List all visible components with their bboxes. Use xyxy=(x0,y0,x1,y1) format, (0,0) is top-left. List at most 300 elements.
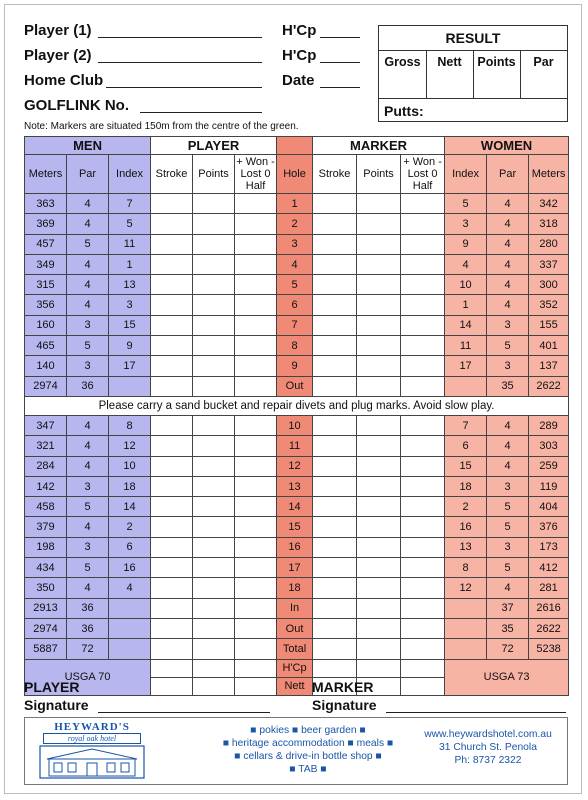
player-wonlost-cell[interactable] xyxy=(235,476,277,496)
marker-wonlost-cell[interactable] xyxy=(401,578,445,598)
men-meters: 160 xyxy=(25,315,67,335)
notice-row xyxy=(25,396,569,415)
men-meters: 350 xyxy=(25,578,67,598)
date-field[interactable] xyxy=(320,87,360,88)
markers-note: Note: Markers are situated 150m from the centre of the green. xyxy=(24,121,299,132)
feature-beer-garden: beer garden xyxy=(301,725,357,736)
women-par: 3 xyxy=(487,356,529,376)
marker-hcp-stroke[interactable] xyxy=(313,659,357,677)
marker-wonlost-cell[interactable] xyxy=(401,598,445,618)
hcp2-label: H'Cp xyxy=(282,47,317,64)
women-index: 10 xyxy=(445,275,487,295)
men-meters-header: Meters xyxy=(25,155,67,194)
player-wonlost-cell[interactable] xyxy=(235,497,277,517)
women-index: 7 xyxy=(445,415,487,435)
women-index-header: Index xyxy=(445,155,487,194)
hotel-phone: Ph: 8737 2322 xyxy=(454,755,522,766)
player-wonlost-cell[interactable] xyxy=(235,315,277,335)
men-par: 3 xyxy=(67,315,109,335)
player-wonlost-cell[interactable] xyxy=(235,336,277,356)
marker-stroke-cell[interactable] xyxy=(313,295,357,315)
marker-wonlost-cell[interactable] xyxy=(401,315,445,335)
player-stroke-cell[interactable] xyxy=(151,295,193,315)
table-row xyxy=(25,558,569,578)
women-par: 5 xyxy=(487,558,529,578)
player-stroke-cell[interactable] xyxy=(151,315,193,335)
player-wonlost-cell[interactable] xyxy=(235,618,277,638)
player-wonlost-cell[interactable] xyxy=(235,194,277,214)
player-points-cell[interactable] xyxy=(193,254,235,274)
men-meters: 140 xyxy=(25,356,67,376)
player-wonlost-header: + Won - Lost 0 Half xyxy=(236,156,275,192)
hotel-website[interactable]: www.heywardshotel.com.au xyxy=(424,729,552,740)
hole-header-blank xyxy=(277,137,313,155)
player-points-cell[interactable] xyxy=(193,194,235,214)
men-meters: 321 xyxy=(25,436,67,456)
table-row xyxy=(25,254,569,274)
hole-number: In xyxy=(277,598,313,618)
player-wonlost-cell[interactable] xyxy=(235,436,277,456)
men-par-header: Par xyxy=(67,155,109,194)
table-row xyxy=(25,234,569,254)
table-row xyxy=(25,578,569,598)
women-par: 5 xyxy=(487,336,529,356)
result-points: Points xyxy=(477,55,516,69)
marker-stroke-cell[interactable] xyxy=(313,194,357,214)
women-meters: 300 xyxy=(529,275,569,295)
player-wonlost-cell[interactable] xyxy=(235,415,277,435)
player-signature-field[interactable] xyxy=(98,712,270,713)
men-par: 3 xyxy=(67,537,109,557)
marker-stroke-cell[interactable] xyxy=(313,598,357,618)
men-par: 5 xyxy=(67,336,109,356)
marker-wonlost-cell[interactable] xyxy=(401,295,445,315)
player-wonlost-cell[interactable] xyxy=(235,214,277,234)
marker-wonlost-cell[interactable] xyxy=(401,194,445,214)
women-meters-header: Meters xyxy=(529,155,569,194)
marker-points-cell[interactable] xyxy=(357,598,401,618)
player-points-cell[interactable] xyxy=(193,578,235,598)
men-meters: 369 xyxy=(25,214,67,234)
marker-points-cell[interactable] xyxy=(357,537,401,557)
women-meters: 303 xyxy=(529,436,569,456)
date-label: Date xyxy=(282,72,315,89)
hole-number: Out xyxy=(277,376,313,396)
score-grid xyxy=(24,136,569,696)
player-points-cell[interactable] xyxy=(193,537,235,557)
marker-points-cell[interactable] xyxy=(357,639,401,659)
men-par: 3 xyxy=(67,476,109,496)
women-index: 17 xyxy=(445,356,487,376)
women-meters: 404 xyxy=(529,497,569,517)
table-row xyxy=(25,214,569,234)
marker-points-cell[interactable] xyxy=(357,436,401,456)
women-index xyxy=(445,598,487,618)
marker-stroke-cell[interactable] xyxy=(313,517,357,537)
men-par: 5 xyxy=(67,558,109,578)
women-par: 3 xyxy=(487,476,529,496)
marker-wonlost-cell[interactable] xyxy=(401,336,445,356)
women-index: 4 xyxy=(445,254,487,274)
men-par: 3 xyxy=(67,356,109,376)
marker-points-cell[interactable] xyxy=(357,376,401,396)
player-points-cell[interactable] xyxy=(193,497,235,517)
marker-wonlost-cell[interactable] xyxy=(401,415,445,435)
player-wonlost-cell[interactable] xyxy=(235,517,277,537)
hole-number: 10 xyxy=(277,415,313,435)
player-stroke-cell[interactable] xyxy=(151,436,193,456)
women-par: 4 xyxy=(487,234,529,254)
player-stroke-cell[interactable] xyxy=(151,234,193,254)
marker-wonlost-cell[interactable] xyxy=(401,618,445,638)
marker-points-cell[interactable] xyxy=(357,214,401,234)
hole-number: 16 xyxy=(277,537,313,557)
marker-wonlost-cell[interactable] xyxy=(401,356,445,376)
player-stroke-cell[interactable] xyxy=(151,558,193,578)
women-meters: 337 xyxy=(529,254,569,274)
marker-stroke-cell[interactable] xyxy=(313,315,357,335)
hole-number: 8 xyxy=(277,336,313,356)
men-index: 14 xyxy=(109,497,151,517)
player-wonlost-cell[interactable] xyxy=(235,558,277,578)
player-points-cell[interactable] xyxy=(193,476,235,496)
player-header: PLAYER xyxy=(151,137,277,155)
marker-points-cell[interactable] xyxy=(357,517,401,537)
player-stroke-cell[interactable] xyxy=(151,639,193,659)
men-par: 36 xyxy=(67,598,109,618)
men-index: 17 xyxy=(109,356,151,376)
women-index: 9 xyxy=(445,234,487,254)
marker-wonlost-cell[interactable] xyxy=(401,476,445,496)
women-index: 16 xyxy=(445,517,487,537)
feature-pokies: pokies xyxy=(259,725,290,736)
table-row xyxy=(25,376,569,396)
women-index: 3 xyxy=(445,214,487,234)
hcp1-label: H'Cp xyxy=(282,22,317,39)
marker-signature-field[interactable] xyxy=(386,712,566,713)
player-wonlost-cell[interactable] xyxy=(235,275,277,295)
women-par: 4 xyxy=(487,436,529,456)
marker-wonlost-cell[interactable] xyxy=(401,214,445,234)
marker-stroke-cell[interactable] xyxy=(313,275,357,295)
men-index: 13 xyxy=(109,275,151,295)
player-wonlost-cell[interactable] xyxy=(235,537,277,557)
marker-stroke-cell[interactable] xyxy=(313,476,357,496)
marker-points-cell[interactable] xyxy=(357,275,401,295)
hole-header: Hole xyxy=(277,155,313,194)
marker-wonlost-cell[interactable] xyxy=(401,456,445,476)
player-stroke-cell[interactable] xyxy=(151,476,193,496)
player-hcp-wonlost[interactable] xyxy=(235,659,277,677)
hcp2-field[interactable] xyxy=(320,62,360,63)
player-points-header: Points xyxy=(193,155,235,194)
hole-number: 13 xyxy=(277,476,313,496)
men-meters: 347 xyxy=(25,415,67,435)
table-row xyxy=(25,295,569,315)
marker-wonlost-cell[interactable] xyxy=(401,517,445,537)
player-nett-points[interactable] xyxy=(193,677,235,695)
player-stroke-cell[interactable] xyxy=(151,517,193,537)
player-stroke-cell[interactable] xyxy=(151,254,193,274)
hcp1-field[interactable] xyxy=(320,37,360,38)
player-nett-stroke[interactable] xyxy=(151,677,193,695)
hole-number: 17 xyxy=(277,558,313,578)
hotel-footer xyxy=(24,717,568,785)
marker-points-cell[interactable] xyxy=(357,558,401,578)
women-par: 37 xyxy=(487,598,529,618)
player1-label: Player (1) xyxy=(24,22,92,39)
men-index: 7 xyxy=(109,194,151,214)
marker-stroke-cell[interactable] xyxy=(313,578,357,598)
men-index: 2 xyxy=(109,517,151,537)
men-par: 4 xyxy=(67,194,109,214)
marker-wonlost-cell[interactable] xyxy=(401,558,445,578)
men-par: 36 xyxy=(67,618,109,638)
player-stroke-cell[interactable] xyxy=(151,336,193,356)
player-stroke-cell[interactable] xyxy=(151,415,193,435)
hotel-logo xyxy=(29,721,155,781)
player-stroke-cell[interactable] xyxy=(151,578,193,598)
player-points-cell[interactable] xyxy=(193,639,235,659)
player-wonlost-cell[interactable] xyxy=(235,356,277,376)
player-stroke-cell[interactable] xyxy=(151,537,193,557)
player-stroke-cell[interactable] xyxy=(151,456,193,476)
hole-number: 6 xyxy=(277,295,313,315)
marker-wonlost-cell[interactable] xyxy=(401,639,445,659)
men-meters: 356 xyxy=(25,295,67,315)
women-meters: 289 xyxy=(529,415,569,435)
marker-hcp-wonlost[interactable] xyxy=(401,659,445,677)
golflink-field[interactable] xyxy=(140,112,262,113)
marker-stroke-header: Stroke xyxy=(313,155,357,194)
women-par: 3 xyxy=(487,537,529,557)
women-index: 11 xyxy=(445,336,487,356)
marker-stroke-cell[interactable] xyxy=(313,356,357,376)
home-club-field[interactable] xyxy=(106,87,262,88)
marker-stroke-cell[interactable] xyxy=(313,436,357,456)
player-points-cell[interactable] xyxy=(193,376,235,396)
table-row xyxy=(25,476,569,496)
marker-wonlost-cell[interactable] xyxy=(401,376,445,396)
marker-wonlost-cell[interactable] xyxy=(401,254,445,274)
women-par: 35 xyxy=(487,618,529,638)
player-wonlost-cell[interactable] xyxy=(235,578,277,598)
marker-sig-label: MARKER xyxy=(312,679,374,695)
men-index: 1 xyxy=(109,254,151,274)
women-par: 4 xyxy=(487,275,529,295)
marker-stroke-cell[interactable] xyxy=(313,639,357,659)
marker-points-cell[interactable] xyxy=(357,456,401,476)
player-stroke-cell[interactable] xyxy=(151,356,193,376)
usga-men: USGA 70 xyxy=(25,659,151,695)
putts-label: Putts: xyxy=(384,103,424,119)
player-wonlost-cell[interactable] xyxy=(235,639,277,659)
marker-nett-wonlost[interactable] xyxy=(401,677,445,695)
player-points-cell[interactable] xyxy=(193,558,235,578)
men-index: 15 xyxy=(109,315,151,335)
women-header: WOMEN xyxy=(445,137,569,155)
player-points-cell[interactable] xyxy=(193,517,235,537)
women-par: 72 xyxy=(487,639,529,659)
marker-points-cell[interactable] xyxy=(357,578,401,598)
player-points-cell[interactable] xyxy=(193,356,235,376)
etiquette-notice: Please carry a sand bucket and repair divets and plug marks. Avoid slow play. xyxy=(25,396,569,415)
men-meters: 349 xyxy=(25,254,67,274)
player-wonlost-cell[interactable] xyxy=(235,456,277,476)
player-stroke-cell[interactable] xyxy=(151,275,193,295)
men-index: 11 xyxy=(109,234,151,254)
marker-points-cell[interactable] xyxy=(357,234,401,254)
marker-points-cell[interactable] xyxy=(357,476,401,496)
marker-points-cell[interactable] xyxy=(357,295,401,315)
marker-points-cell[interactable] xyxy=(357,336,401,356)
women-par: 4 xyxy=(487,194,529,214)
player-points-cell[interactable] xyxy=(193,415,235,435)
player-points-cell[interactable] xyxy=(193,336,235,356)
table-row xyxy=(25,137,569,155)
men-index: 8 xyxy=(109,415,151,435)
nett-row-label: Nett xyxy=(277,677,313,695)
result-title: RESULT xyxy=(445,30,501,46)
men-meters: 434 xyxy=(25,558,67,578)
men-meters: 465 xyxy=(25,336,67,356)
player-wonlost-cell[interactable] xyxy=(235,598,277,618)
men-index xyxy=(109,376,151,396)
marker-hcp-points[interactable] xyxy=(357,659,401,677)
player-wonlost-cell[interactable] xyxy=(235,295,277,315)
hole-number: Total xyxy=(277,639,313,659)
player-wonlost-cell[interactable] xyxy=(235,234,277,254)
player-hcp-points[interactable] xyxy=(193,659,235,677)
marker-stroke-cell[interactable] xyxy=(313,558,357,578)
men-par: 72 xyxy=(67,639,109,659)
player-points-cell[interactable] xyxy=(193,214,235,234)
men-meters: 5887 xyxy=(25,639,67,659)
women-par: 5 xyxy=(487,517,529,537)
golflink-label: GOLFLINK No. xyxy=(24,97,129,114)
women-index: 6 xyxy=(445,436,487,456)
men-par: 4 xyxy=(67,415,109,435)
player-stroke-cell[interactable] xyxy=(151,194,193,214)
marker-points-cell[interactable] xyxy=(357,497,401,517)
player-hcp-stroke[interactable] xyxy=(151,659,193,677)
player-points-cell[interactable] xyxy=(193,275,235,295)
table-row xyxy=(25,415,569,435)
women-par: 35 xyxy=(487,376,529,396)
marker-stroke-cell[interactable] xyxy=(313,376,357,396)
feature-tab: TAB xyxy=(298,764,318,775)
hole-number: 12 xyxy=(277,456,313,476)
player-points-cell[interactable] xyxy=(193,295,235,315)
women-meters: 2622 xyxy=(529,618,569,638)
marker-wonlost-cell[interactable] xyxy=(401,234,445,254)
marker-points-cell[interactable] xyxy=(357,356,401,376)
men-meters: 198 xyxy=(25,537,67,557)
table-row xyxy=(25,336,569,356)
player-points-cell[interactable] xyxy=(193,456,235,476)
hole-number: Out xyxy=(277,618,313,638)
table-row xyxy=(25,639,569,659)
men-par: 4 xyxy=(67,436,109,456)
marker-stroke-cell[interactable] xyxy=(313,618,357,638)
player-points-cell[interactable] xyxy=(193,618,235,638)
marker-points-cell[interactable] xyxy=(357,254,401,274)
player-stroke-cell[interactable] xyxy=(151,497,193,517)
table-row xyxy=(25,194,569,214)
marker-points-cell[interactable] xyxy=(357,194,401,214)
marker-stroke-cell[interactable] xyxy=(313,214,357,234)
player-stroke-cell[interactable] xyxy=(151,598,193,618)
table-row xyxy=(25,275,569,295)
player-points-cell[interactable] xyxy=(193,436,235,456)
marker-stroke-cell[interactable] xyxy=(313,497,357,517)
hole-number: 7 xyxy=(277,315,313,335)
player-stroke-cell[interactable] xyxy=(151,376,193,396)
table-row xyxy=(25,598,569,618)
result-box xyxy=(378,25,568,122)
marker-points-cell[interactable] xyxy=(357,415,401,435)
men-par: 4 xyxy=(67,295,109,315)
feature-cellars: cellars & drive-in bottle shop xyxy=(243,751,373,762)
marker-stroke-cell[interactable] xyxy=(313,234,357,254)
player-wonlost-cell[interactable] xyxy=(235,376,277,396)
women-meters: 352 xyxy=(529,295,569,315)
hole-number: 14 xyxy=(277,497,313,517)
marker-stroke-cell[interactable] xyxy=(313,415,357,435)
player-sig-word: Signature xyxy=(24,697,89,713)
women-meters: 173 xyxy=(529,537,569,557)
marker-wonlost-cell[interactable] xyxy=(401,275,445,295)
marker-stroke-cell[interactable] xyxy=(313,537,357,557)
player-points-cell[interactable] xyxy=(193,315,235,335)
feature-meals: meals xyxy=(356,738,385,749)
marker-points-cell[interactable] xyxy=(357,618,401,638)
hotel-address: 31 Church St. Penola xyxy=(439,742,537,753)
player2-field[interactable] xyxy=(98,62,262,63)
women-par: 4 xyxy=(487,415,529,435)
hole-number: 3 xyxy=(277,234,313,254)
hole-number: 4 xyxy=(277,254,313,274)
men-par: 4 xyxy=(67,214,109,234)
player-stroke-cell[interactable] xyxy=(151,618,193,638)
marker-stroke-cell[interactable] xyxy=(313,254,357,274)
marker-wonlost-cell[interactable] xyxy=(401,436,445,456)
marker-stroke-cell[interactable] xyxy=(313,336,357,356)
player-nett-wonlost[interactable] xyxy=(235,677,277,695)
home-club-label: Home Club xyxy=(24,72,104,89)
marker-wonlost-cell[interactable] xyxy=(401,497,445,517)
player-points-cell[interactable] xyxy=(193,598,235,618)
marker-stroke-cell[interactable] xyxy=(313,456,357,476)
men-meters: 458 xyxy=(25,497,67,517)
logo-name: HEYWARD'S xyxy=(54,721,130,733)
result-nett: Nett xyxy=(437,55,462,69)
player2-label: Player (2) xyxy=(24,47,92,64)
marker-points-cell[interactable] xyxy=(357,315,401,335)
table-row xyxy=(25,356,569,376)
player1-field[interactable] xyxy=(98,37,262,38)
men-index: 6 xyxy=(109,537,151,557)
men-par: 36 xyxy=(67,376,109,396)
men-meters: 315 xyxy=(25,275,67,295)
player-points-cell[interactable] xyxy=(193,234,235,254)
women-par: 3 xyxy=(487,315,529,335)
marker-wonlost-cell[interactable] xyxy=(401,537,445,557)
result-gross: Gross xyxy=(384,55,421,69)
player-stroke-cell[interactable] xyxy=(151,214,193,234)
women-meters: 155 xyxy=(529,315,569,335)
player-wonlost-cell[interactable] xyxy=(235,254,277,274)
